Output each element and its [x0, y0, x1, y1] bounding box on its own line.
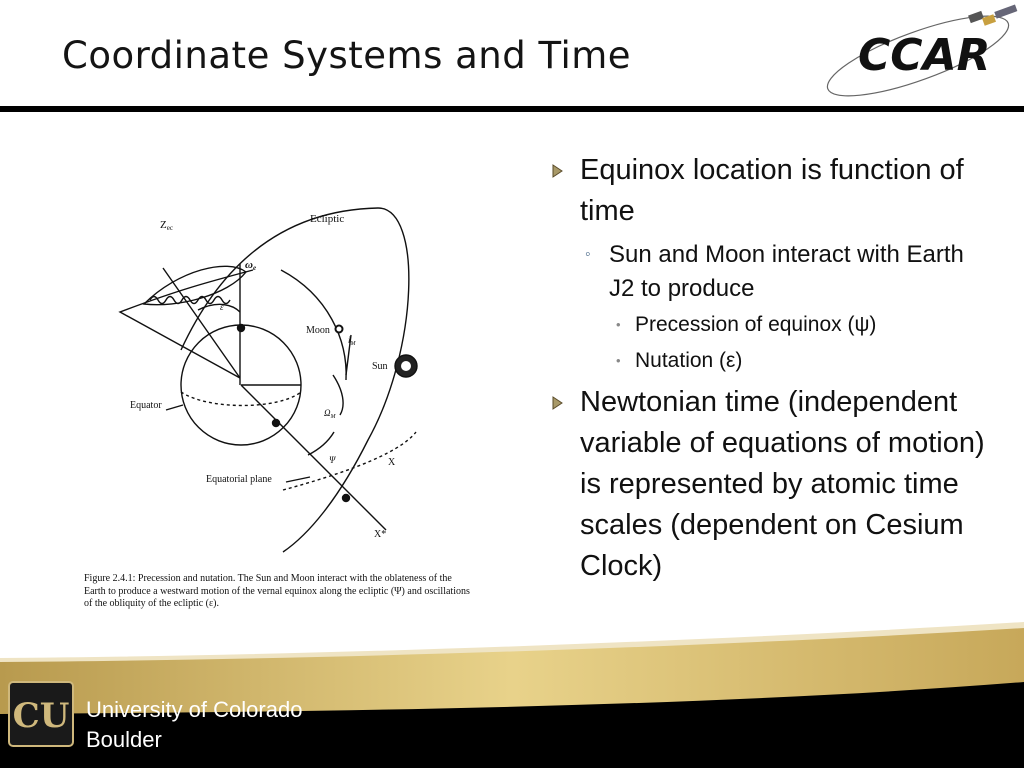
- dot-icon: •: [616, 317, 621, 332]
- ccar-logo: [824, 4, 1020, 98]
- label-omega-e: ωe: [245, 259, 257, 272]
- bullet-text: Newtonian time (independent variable of equations of motion) is represented by atomic time scales (dependent on Cesium Clock): [580, 386, 985, 582]
- figure-caption: Figure 2.4.1: Precession and nutation. The Sun and Moon interact with the oblateness of the Earth to produce a westward motion of the vernal equinox along the ecliptic (Ψ) and oscillations of the obliquity of the ecliptic (ε).: [84, 573, 470, 609]
- bullet-precession: [552, 310, 992, 340]
- label-equatorial-plane: Equatorial plane: [206, 474, 272, 485]
- equinox-dot: [343, 495, 350, 502]
- equator-pointer: [166, 405, 183, 410]
- label-psi: Ψ: [329, 455, 336, 465]
- label-x: X: [388, 457, 396, 468]
- moon-circle: [336, 326, 343, 333]
- label-equator: Equator: [130, 400, 162, 411]
- equator-back: [181, 392, 301, 406]
- bullet-sun-moon: [552, 238, 992, 306]
- label-moon: Moon: [306, 325, 330, 336]
- sun-glow: [401, 361, 411, 371]
- bullet-text: Equinox location is function of time: [580, 154, 964, 227]
- dot-icon: •: [616, 353, 621, 368]
- bullet-text: Sun and Moon interact with Earth J2 to produce: [609, 241, 964, 302]
- bullet-text: Precession of equinox (ψ): [635, 313, 877, 336]
- cu-logo-text: CU: [12, 696, 70, 736]
- bullet-nutation: [552, 346, 992, 376]
- label-omega-m: $\Omega_M$: [324, 408, 336, 420]
- label-ecliptic: Ecliptic: [310, 213, 345, 225]
- label-z-ec: Zec: [160, 219, 173, 232]
- label-x-star: X*: [374, 529, 387, 540]
- ring-icon: ◦: [585, 246, 591, 263]
- nutation-wave: [150, 297, 230, 304]
- bullet-text: Nutation (ε): [635, 349, 743, 372]
- omega-m-arc: [333, 375, 343, 415]
- university-line-2: Boulder: [86, 727, 162, 752]
- header-divider: [0, 106, 1024, 112]
- bullet-list: [552, 150, 992, 593]
- university-line-1: University of Colorado: [86, 697, 303, 722]
- triangle-right-icon: [552, 164, 563, 178]
- node-dot: [273, 420, 280, 427]
- slide-title: Coordinate Systems and Time: [62, 34, 632, 77]
- ccar-logo-text: CCAR: [858, 30, 991, 81]
- label-i-m: $i_M$: [348, 335, 356, 347]
- equatorial-plane-curve: [283, 432, 416, 490]
- psi-arc: [308, 432, 334, 455]
- cu-logo: [8, 681, 74, 747]
- satellite-icon: [968, 4, 1017, 25]
- ecliptic-curve: [181, 208, 409, 552]
- label-sun: Sun: [372, 361, 388, 372]
- bullet-newtonian-time: [552, 382, 992, 587]
- equatorial-plane-pointer: [286, 477, 310, 482]
- precession-nutation-figure: [78, 200, 468, 620]
- triangle-right-icon: [552, 396, 563, 410]
- label-epsilon: ε: [220, 302, 224, 312]
- equinox-line: [241, 385, 386, 530]
- bullet-equinox: [552, 150, 992, 232]
- university-name: [86, 695, 302, 755]
- pole-dot: [238, 325, 245, 332]
